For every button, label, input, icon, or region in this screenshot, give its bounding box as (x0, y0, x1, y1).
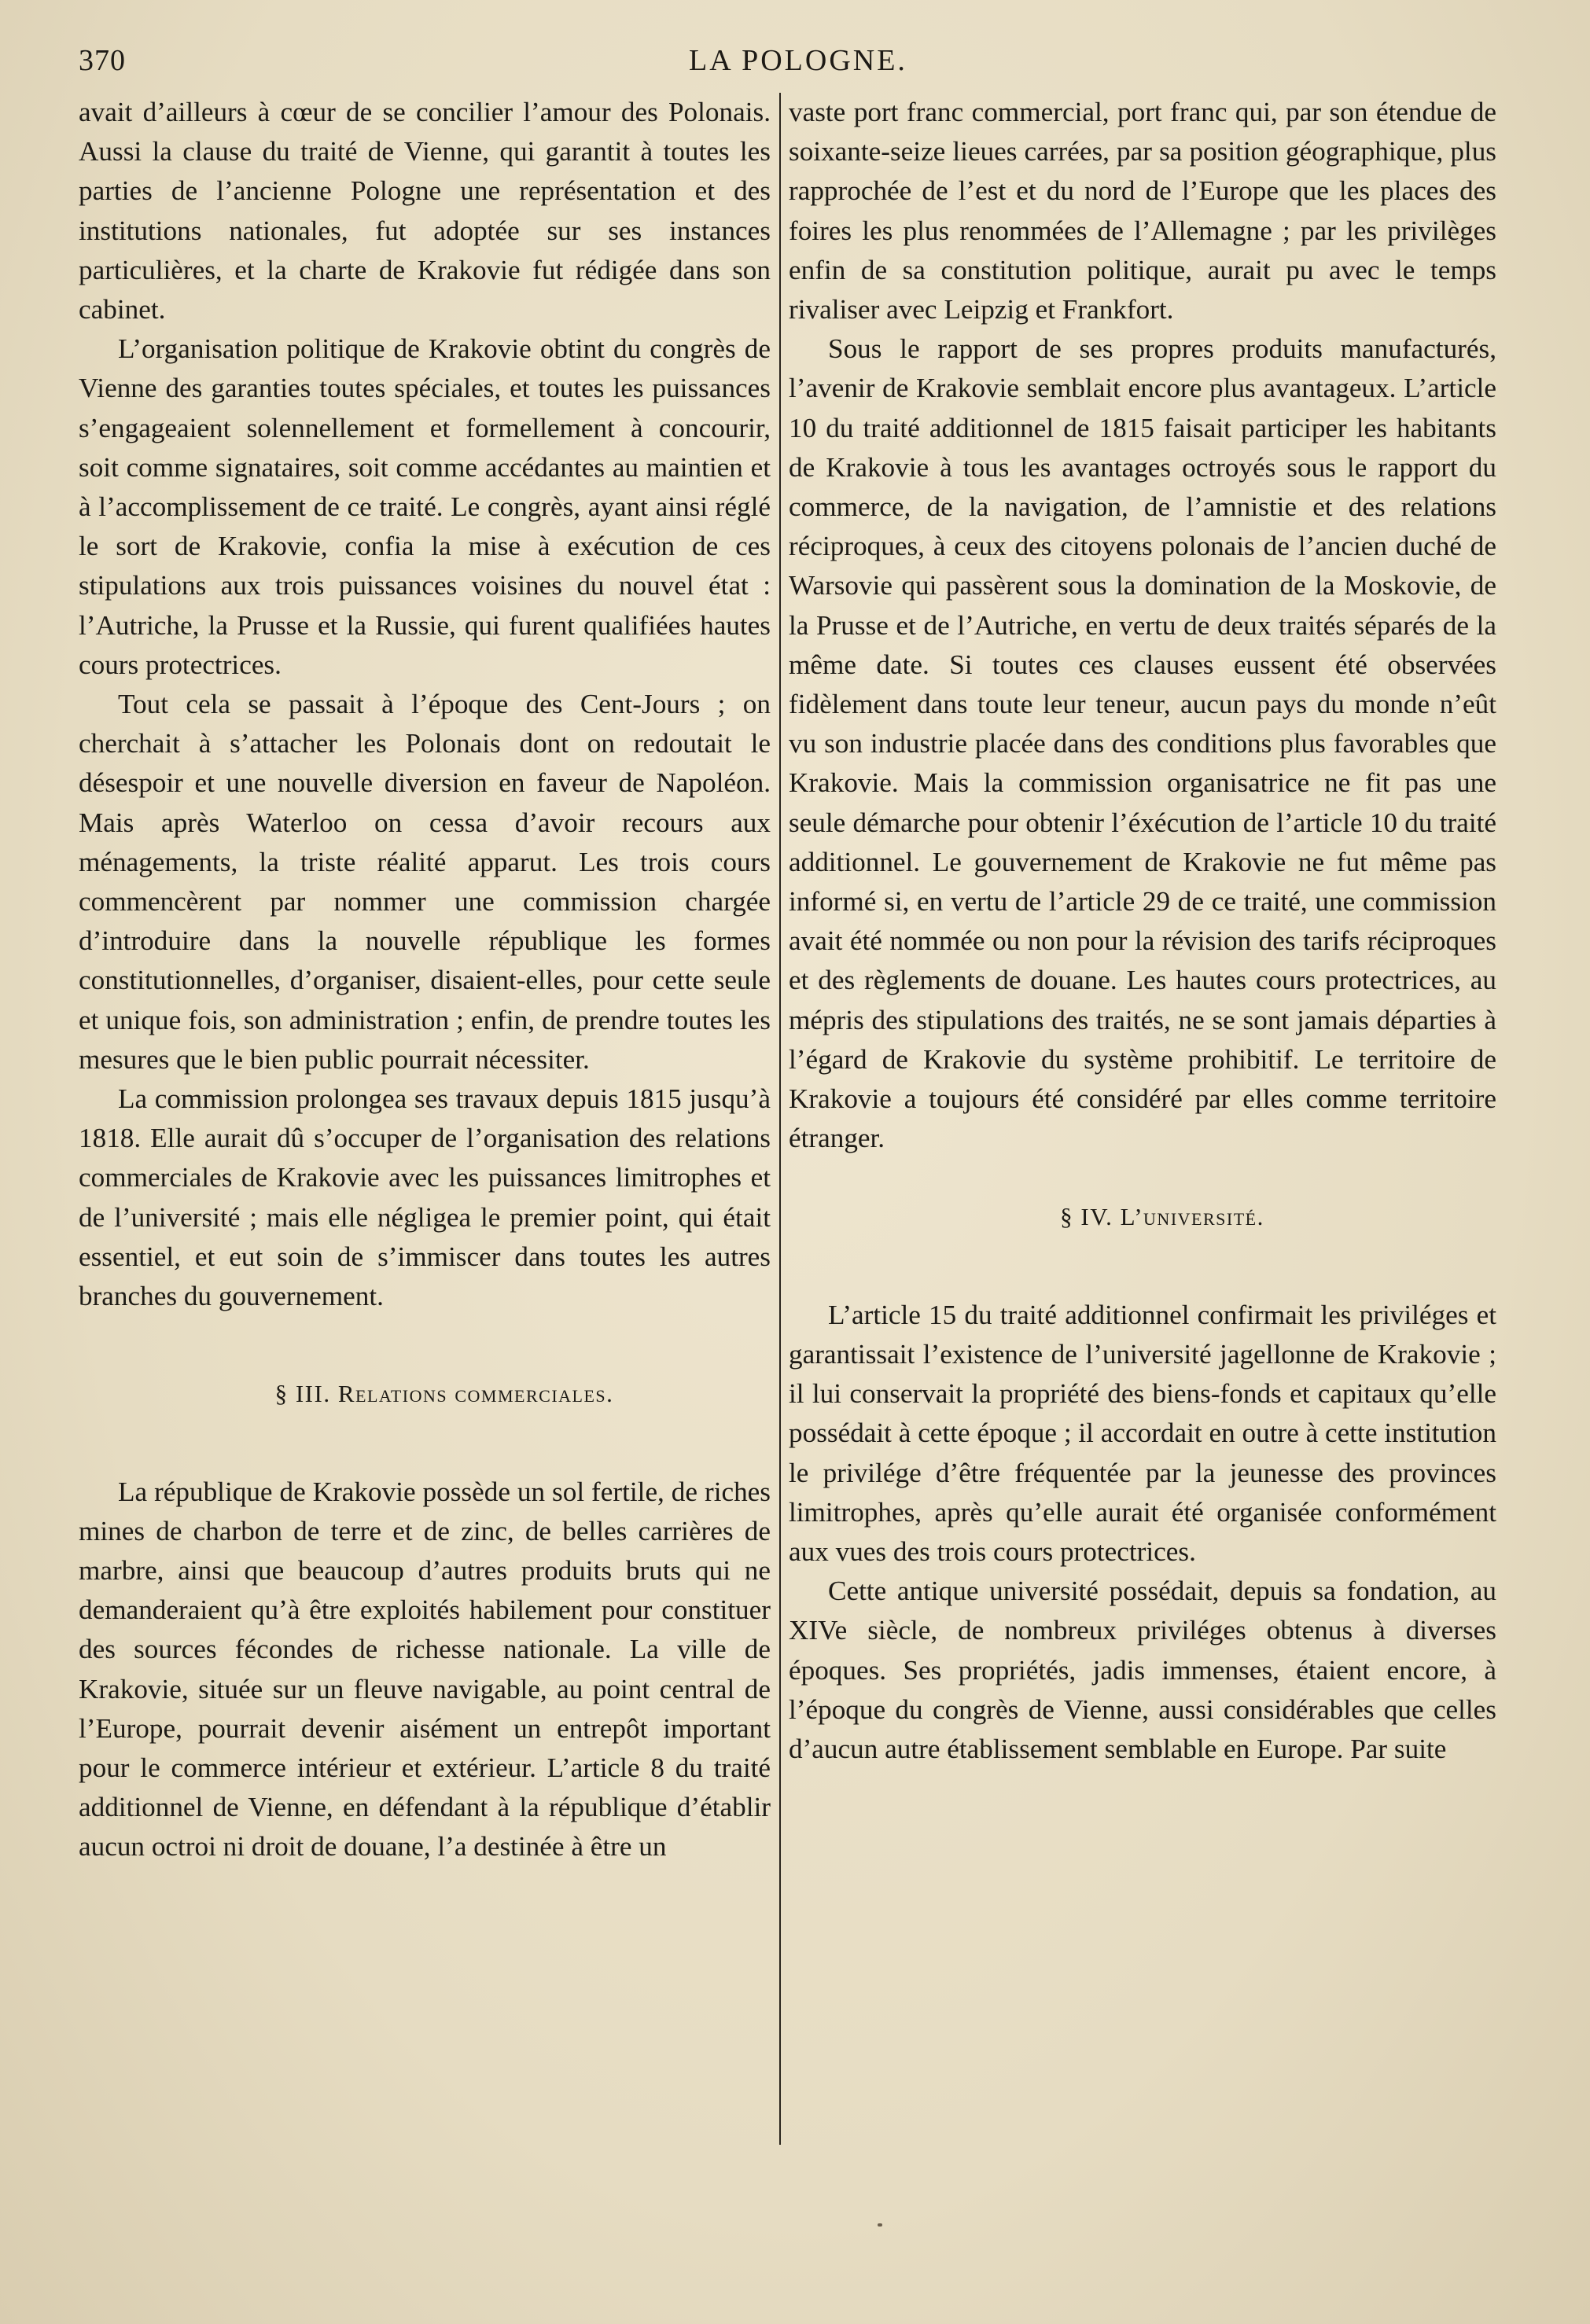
right-column (789, 93, 1496, 1769)
page-header (79, 43, 1518, 90)
paragraph: Cette antique université possédait, depuis sa fondation, au XIVe siècle, de nombreux priviléges obtenus à diverses époques. Ses propriétés, jadis immenses, étaient encore, à l’époque du congrès de Vienne, aussi considérables que celles d’aucun autre établissement semblable en Europe. Par suite (789, 1576, 1496, 1764)
paragraph: Tout cela se passait à l’époque des Cent-Jours ; on cherchait à s’attacher les Polonais dont on redoutait le désespoir et une nouvelle diversion en faveur de Napoléon. Mais après Waterloo on cessa d’avoir recours aux ménagements, la triste réalité apparut. Les trois cours commencèrent par nommer une commission chargée d’introduire dans la nouvelle république les formes constitutionnelles, d’organiser, disaient-elles, pour cette seule et unique fois, son administration ; enfin, de prendre toutes les mesures que le bien public pourrait nécessiter. (79, 689, 771, 1075)
paragraph: La république de Krakovie possède un sol fertile, de riches mines de charbon de terre et de zinc, de belles carrières de marbre, ainsi que beaucoup d’autres produits bruts qui ne demanderaient qu’à être exploités habilement pour constituer des sources fécondes de richesse nationale. La ville de Krakovie, située sur un fleuve navigable, au point central de l’Europe, pourrait devenir aisément un entrepôt important pour le commerce intérieur et extérieur. L’article 8 du traité additionnel de Vienne, en défendant à la république d’établir aucun octroi ni droit de douane, l’a destinée à être un (79, 1476, 771, 1863)
section-number: § IV. (1060, 1203, 1113, 1231)
paper-speck (878, 2223, 882, 2227)
section-number: § III. (274, 1380, 331, 1408)
page-number: 370 (79, 44, 126, 77)
paragraph: L’organisation politique de Krakovie obtint du congrès de Vienne des garanties toutes spéciales, et toutes les puissances s’engageaient solennellement et formellement à concourir, soit comme signataires, soit comme accédantes au maintien et à l’accomplissement de ce traité. Le congrès, ayant ainsi réglé le sort de Krakovie, confia la mise à exécution de ces stipulations aux trois puissances voisines du nouvel état : l’Autriche, la Prusse et la Russie, qui furent qualifiées hautes cours protectrices. (79, 333, 771, 680)
section-title: Relations commerciales. (337, 1380, 614, 1408)
left-column (79, 93, 771, 1867)
paragraph: La commission prolongea ses travaux depuis 1815 jusqu’à 1818. Elle aurait dû s’occuper de l’organisation des relations commerciales de Krakovie avec les puissances limitrophes et de l’université ; mais elle négligea le premier point, qui était essentiel, et eut soin de s’immiscer dans toutes les autres branches du gouvernement. (79, 1083, 771, 1312)
spacer (789, 1158, 1496, 1197)
paragraph: Sous le rapport de ses propres produits manufacturés, l’avenir de Krakovie semblait encore plus avantageux. L’article 10 du traité additionnel de 1815 faisait participer les habitants de Krakovie à tous les avantages octroyés sous le rapport du commerce, de la navigation, de l’amnistie et des relations réciproques, à ceux des citoyens polonais de l’ancien duché de Warsovie qui passèrent sous la domination de la Moskovie, de la Prusse et de l’Autriche, en vertu de deux traités séparés de la même date. Si toutes ces clauses eussent été observées fidèlement dans toute leur teneur, aucun pays du monde n’eût vu son industrie placée dans des conditions plus favorables que Krakovie. Mais la commission organisatrice ne fit pas une seule démarche pour obtenir l’éxécution de l’article 10 du traité additionnel. Le gouvernement de Krakovie ne fut même pas informé si, en vertu de l’article 29 de ce traité, une commission avait été nommée ou non pour la révision des tarifs réciproques et des règlements de douane. Les hautes cours protectrices, au mépris des stipulations des traités, ne se sont jamais départies à l’égard de Krakovie du système prohibitif. Le territoire de Krakovie a toujours été considéré par elles comme territoire étranger. (789, 333, 1496, 1154)
paragraph: avait d’ailleurs à cœur de se concilier l’amour des Polonais. Aussi la clause du traité de Vienne, qui garantit à toutes les parties de l’ancienne Pologne une représentation et des institutions nationales, fut adoptée sur ses instances particulières, et la charte de Krakovie fut rédigée dans son cabinet. (79, 97, 771, 325)
section-heading-3 (79, 1374, 771, 1414)
section-heading-4 (789, 1197, 1496, 1237)
spacer (79, 1316, 771, 1374)
spacer (789, 1237, 1496, 1296)
section-title: L’université. (1120, 1203, 1264, 1231)
paragraph: vaste port franc commercial, port franc qui, par son étendue de soixante-seize lieues carrées, par sa position géographique, plus rapprochée de l’est et du nord de l’Europe que les places des foires les plus renommées de l’Allemagne ; par les privilèges enfin de sa constitution politique, aurait pu avec le temps rivaliser avec Leipzig et Frankfort. (789, 97, 1496, 325)
column-rule (779, 93, 781, 2145)
paragraph: L’article 15 du traité additionnel confirmait les priviléges et garantissait l’existence de l’université jagellonne de Krakovie ; il lui conservait la propriété des biens-fonds et capitaux qu’elle possédait à cette époque ; il accordait en outre à cette institution le privilége d’être fréquentée par la jeunesse des provinces limitrophes, après qu’elle aurait été organisée conformément aux vues des trois cours protectrices. (789, 1299, 1496, 1567)
running-title: LA POLOGNE. (689, 44, 907, 77)
spacer (79, 1414, 771, 1473)
